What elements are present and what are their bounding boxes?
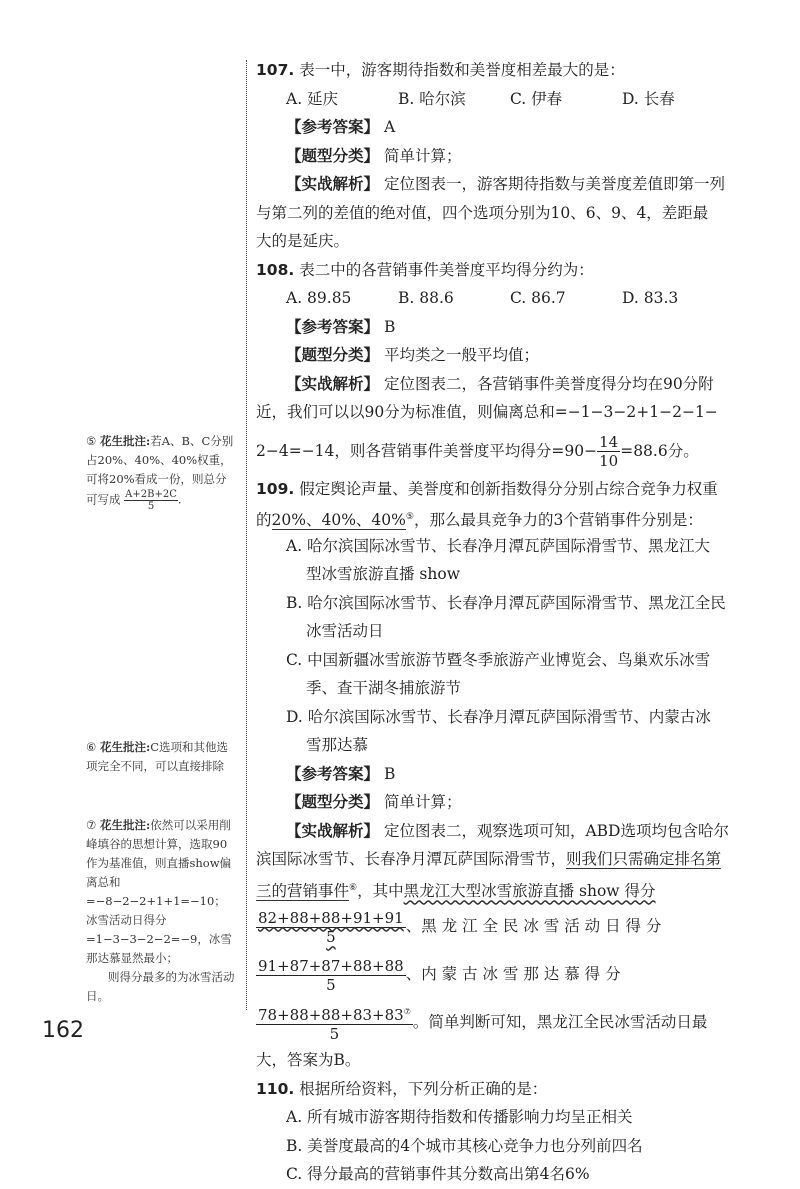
option-d: D. 哈尔滨国际冰雪节、长春净月潭瓦萨国际滑雪节、内蒙古冰 — [286, 707, 711, 726]
note-label: 花生批注: — [99, 818, 151, 832]
side-note-7: ⑦ 花生批注:依然可以采用削峰填谷的思想计算，选取90作为基准值，则直播show偏离总和=−8−2−2+1+1=−10；冰雪活动日得分=1−3−3−2−2=−9，冰雪那达慕显然最小； 则得分最多的为冰雪活动日。 — [86, 818, 235, 1003]
option-d-cont: 雪那达慕 — [306, 736, 369, 754]
analysis-text: 三的营销事件⑥，其中黑龙江大型冰雪旅游直播 show 得分 — [256, 881, 656, 900]
fraction: $\frac{82+88+88+91+91}{5}$ — [258, 908, 404, 946]
side-note-6: ⑥ 花生批注:C选项和其他选项完全不同，可以直接排除 — [86, 740, 229, 773]
analysis-text: 近，我们可以以90分为标准值，则偏离总和=−1−3−2+1−2−1− — [256, 403, 718, 421]
fraction-line-1: $\frac{82+88+88+91+91}{5}$ 、黑 龙 江 全 民 冰 雪 活 动 日 得 分 — [258, 908, 662, 946]
fraction-line-2: $\frac{91+87+87+88+88}{5}$ 、内 蒙 古 冰 雪 那 达 慕 得 分 — [258, 956, 621, 994]
question-108-options — [256, 284, 776, 313]
type-row: 【题型分类】 平均类之一般平均值； — [286, 346, 539, 364]
option-a: A. 哈尔滨国际冰雪节、长春净月潭瓦萨国际滑雪节、黑龙江大 — [286, 536, 711, 555]
question-108-stem: 108. 表二中的各营销事件美誉度平均得分约为： — [256, 260, 594, 279]
analysis-text: 滨国际冰雪节、长春净月潭瓦萨国际滑雪节，则我们只需确定排名第 — [256, 850, 722, 868]
analysis-row: 【实战解析】 定位图表二，各营销事件美誉度得分均在90分附 — [286, 374, 714, 393]
option-b-cont: 冰雪活动日 — [306, 622, 384, 640]
option: C. 伊春 — [510, 89, 563, 108]
option-a-cont: 型冰雪旅游直播 show — [306, 565, 460, 583]
fraction: $\frac{14}{10}$ — [599, 433, 619, 470]
note-label: 花生批注: — [99, 434, 151, 448]
question-107-stem: 107. 表一中，游客期待指数和美誉度相差最大的是： — [256, 61, 625, 79]
analysis-text: 与第二列的差值的绝对值，四个选项分别为10、6、9、4，差距最 — [256, 203, 709, 222]
answer-row: 【参考答案】 B — [286, 317, 396, 336]
option: D. 83.3 — [622, 289, 679, 307]
option: A. 延庆 — [286, 89, 339, 108]
question-109-stem: 109. 假定舆论声量、美誉度和创新指数得分分别占综合竞争力权重 — [256, 479, 718, 498]
fraction: $\frac{78+88+88+83+83^⑦}{5}$ — [256, 1003, 413, 1043]
note-fraction: $\frac{A+2B+2C}{5}$ — [125, 489, 177, 512]
side-note-5: ⑤ 花生批注:若A、B、C分别占20%、40%、40%权重，可将20%看成一份，则总分可写成 $\frac{A+2B+2C}{5}$ . — [86, 434, 234, 512]
answer-row: 【参考答案】 A — [286, 118, 396, 136]
option-b: B. 美誉度最高的4个城市其核心竞争力也分列前四名 — [286, 1136, 643, 1155]
type-row: 【题型分类】 简单计算； — [286, 793, 462, 811]
option-b: B. 哈尔滨国际冰雪节、长春净月潭瓦萨国际滑雪节、黑龙江全民 — [286, 593, 726, 612]
option: A. 89.85 — [286, 289, 352, 307]
dotted-divider — [246, 60, 247, 1010]
option-c: C. 得分最高的营销事件其分数高出第4名6% — [286, 1165, 590, 1183]
option-c: C. 中国新疆冰雪旅游节暨冬季旅游产业博览会、鸟巢欢乐冰雪 — [286, 650, 711, 669]
answer-row: 【参考答案】 B — [286, 764, 396, 783]
question-110-stem: 110. 根据所给资料，下列分析正确的是： — [256, 1079, 548, 1098]
option-a: A. 所有城市游客期待指数和传播影响力均呈正相关 — [286, 1108, 633, 1126]
analysis-text: 大的是延庆。 — [256, 232, 350, 250]
fraction: $\frac{91+87+87+88+88}{5}$ — [258, 956, 404, 994]
question-107-options — [256, 85, 776, 114]
option: B. 哈尔滨 — [398, 89, 466, 108]
option: D. 长春 — [622, 89, 675, 108]
analysis-row: 【实战解析】 定位图表二，观察选项可知，ABD选项均包含哈尔 — [286, 821, 729, 840]
analysis-row: 【实战解析】 定位图表一，游客期待指数与美誉度差值即第一列 — [286, 175, 725, 193]
question-109-stem-2: 的20%、40%、40%⑤，那么最具竞争力的3个营销事件分别是： — [256, 511, 703, 530]
fraction-line-3: $\frac{78+88+88+83+83^⑦}{5}$ 。简单判断可知，黑龙江全民冰雪活动日最 — [256, 998, 776, 1046]
note-label: 花生批注: — [99, 740, 151, 754]
page-number: 162 — [42, 1018, 84, 1043]
analysis-text: 2−4=−14，则各营销事件美誉度平均得分=90− $\frac{14}{10}$ =88.6分。 — [256, 433, 699, 470]
type-row: 【题型分类】 简单计算； — [286, 146, 462, 165]
main-column — [256, 56, 776, 1189]
option: C. 86.7 — [510, 289, 566, 307]
option-c-cont: 季、查干湖冬捕旅游节 — [306, 679, 462, 697]
option: B. 88.6 — [398, 289, 454, 307]
analysis-text: 大，答案为B。 — [256, 1051, 361, 1069]
